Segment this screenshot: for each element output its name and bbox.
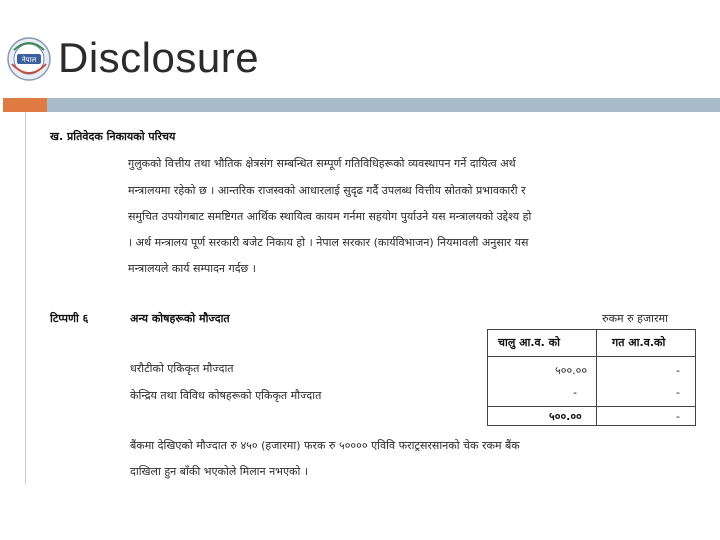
column-header-previous: गत आ.व.को (612, 336, 666, 349)
row-previous-value: - (676, 386, 680, 399)
paragraph-line: मन्त्रालयले कार्य सम्पादन गर्दछ । (128, 262, 256, 275)
paragraph-line: । अर्थ मन्त्रालय पूर्ण सरकारी बजेट निकाय हो । नेपाल सरकार (कार्यविभाजन) नियमावली अनुसार यस (128, 236, 529, 249)
row-current-value: - (573, 386, 577, 399)
title-accent-marker (3, 98, 47, 112)
title-underline-bar (47, 98, 720, 112)
footer-line: दाखिला हुन बाँकी भएकोले मिलान नभएको । (130, 465, 308, 478)
section-heading: ख. प्रतिवेदक निकायको परिचय (50, 130, 176, 143)
row-label: धरौटीको एकिकृत मौज्दात (130, 362, 234, 375)
total-current-value: ५००.०० (549, 410, 582, 423)
slide-title: Disclosure (58, 34, 260, 81)
left-rule (25, 112, 26, 484)
logo-text: नेपाल (21, 56, 37, 64)
row-label: केन्द्रिय तथा विविध कोषहरूको एकिकृत मौज्दात (130, 389, 322, 402)
column-divider (596, 329, 597, 425)
note-label: टिप्पणी ६ (50, 312, 89, 325)
header-divider (487, 356, 695, 357)
row-previous-value: - (676, 364, 680, 377)
unit-label: रुकम रु हजारमा (602, 312, 668, 325)
note-heading: अन्य कोषहरूको मौज्दात (130, 312, 230, 325)
total-divider (487, 406, 695, 407)
footer-line: बैंकमा देखिएको मौज्दात रु ४५० (हजारमा) फरक रु ५०००० एविवि फराट्रसरसानको चेक रकम बैंक (130, 439, 520, 452)
column-header-current: चालु आ.व. को (498, 336, 560, 349)
paragraph-line: मन्त्रालयमा रहेको छ । आन्तरिक राजस्वको आधारलाई सुदृढ गर्दै उपलब्ध वित्तीय स्रोतको प्रभावकारी र (128, 184, 526, 197)
paragraph-line: गुलुकको वित्तीय तथा भौतिक क्षेत्रसंग सम्बन्धित सम्पूर्ण गतिविधिहरूको व्यवस्थापन गर्ने दायित्व अर्थ (128, 157, 516, 170)
total-previous-value: - (676, 410, 680, 423)
paragraph-line: समुचित उपयोगबाट समष्टिगत आर्थिक स्थायित्व कायम गर्नमा सहयोग पुर्याउने यस मन्त्रालयको उद्देश्य हो (128, 210, 532, 223)
emblem-logo (4, 34, 54, 84)
row-current-value: ५००.०० (555, 364, 588, 377)
